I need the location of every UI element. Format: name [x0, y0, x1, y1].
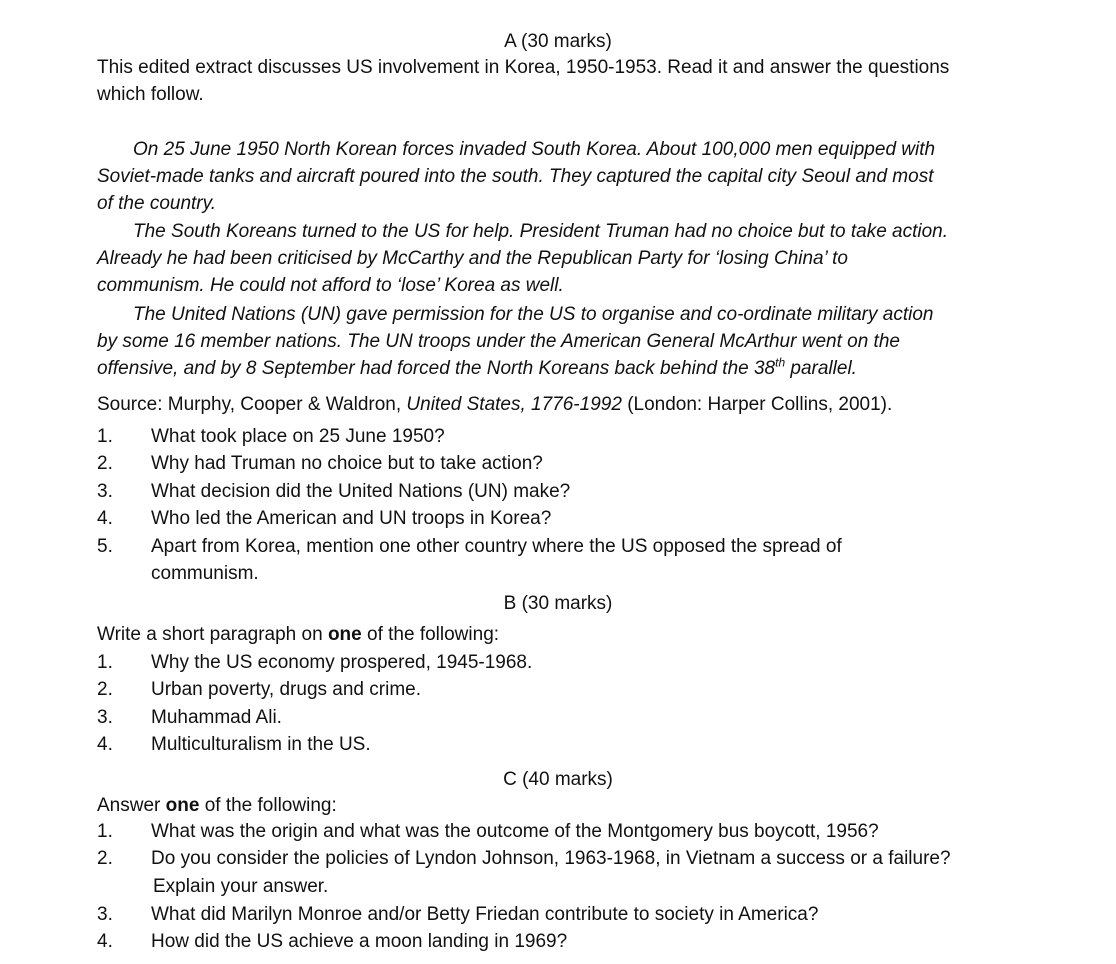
source-suffix: (London: Harper Collins, 2001). — [621, 394, 893, 415]
question-c-3-text: What did Marilyn Monroe and/or Betty Friedan contribute to society in America? — [151, 904, 819, 925]
extract-line-8: by some 16 member nations. The UN troops under the American General McArthur went on the — [97, 331, 900, 352]
section-b-heading-text: B (30 marks) — [503, 593, 613, 614]
question-b-3-number: 3. — [97, 707, 113, 728]
question-a-1-text: What took place on 25 June 1950? — [151, 426, 445, 447]
question-a-3-number: 3. — [97, 481, 113, 502]
section-a-intro-line2: which follow. — [97, 84, 204, 105]
section-b-instruction-emphasis: one — [327, 624, 362, 645]
question-a-3-text: What decision did the United Nations (UN) make? — [151, 481, 571, 502]
extract-line-9 — [97, 356, 857, 382]
extract-line-5: Already he had been criticised by McCarthy and the Republican Party for ‘losing China’ to — [97, 248, 848, 269]
section-a-intro-line1: This edited extract discusses US involvement in Korea, 1950-1953. Read it and answer the questions — [97, 57, 950, 78]
extract-line-3: of the country. — [97, 193, 216, 214]
question-c-4-text: How did the US achieve a moon landing in 1969? — [151, 931, 568, 952]
question-a-2-text: Why had Truman no choice but to take action? — [151, 453, 543, 474]
question-c-3-number: 3. — [97, 904, 113, 925]
question-c-2-number: 2. — [97, 848, 113, 869]
question-b-4-text: Multiculturalism in the US. — [151, 734, 371, 755]
section-c-heading-text: C (40 marks) — [503, 769, 613, 790]
question-c-2-continuation: Explain your answer. — [153, 876, 329, 897]
extract-line-7: The United Nations (UN) gave permission for the US to organise and co-ordinate military action — [133, 304, 934, 325]
question-b-1-text: Why the US economy prospered, 1945-1968. — [151, 652, 533, 673]
source-title: United States, 1776-1992 — [406, 394, 622, 415]
section-b-instruction-suffix: of the following: — [361, 624, 500, 645]
question-a-1-number: 1. — [97, 426, 113, 447]
section-a-heading-text: A (30 marks) — [504, 31, 612, 52]
extract-line-6: communism. He could not afford to ‘lose’ Korea as well. — [97, 275, 564, 296]
superscript-th: th — [775, 355, 786, 370]
extract-line-2: Soviet-made tanks and aircraft poured into the south. They captured the capital city Seoul and most — [97, 166, 934, 187]
section-a-heading — [0, 29, 1116, 55]
section-b-heading — [0, 591, 1116, 617]
question-a-2-number: 2. — [97, 453, 113, 474]
question-b-2-number: 2. — [97, 679, 113, 700]
question-b-3-text: Muhammad Ali. — [151, 707, 282, 728]
question-c-1-number: 1. — [97, 821, 113, 842]
extract-line-4: The South Koreans turned to the US for help. President Truman had no choice but to take action. — [133, 221, 949, 242]
question-c-4-number: 4. — [97, 931, 113, 952]
source-citation — [97, 392, 892, 418]
section-c-instruction-suffix: of the following: — [199, 795, 337, 816]
extract-line-1: On 25 June 1950 North Korean forces invaded South Korea. About 100,000 men equipped with — [133, 139, 936, 160]
question-a-5-text: Apart from Korea, mention one other country where the US opposed the spread of — [151, 536, 842, 557]
question-a-5-continuation: communism. — [151, 563, 259, 584]
section-c-instruction — [97, 793, 337, 819]
question-a-4-text: Who led the American and UN troops in Korea? — [151, 508, 552, 529]
question-c-2-text: Do you consider the policies of Lyndon Johnson, 1963-1968, in Vietnam a success or a failure? — [151, 848, 951, 869]
source-prefix: Source: Murphy, Cooper & Waldron, — [97, 394, 407, 415]
section-c-instruction-emphasis: one — [165, 795, 200, 816]
section-b-instruction-prefix: Write a short paragraph on — [97, 624, 328, 645]
question-b-1-number: 1. — [97, 652, 113, 673]
question-a-4-number: 4. — [97, 508, 113, 529]
extract-line-9-end: parallel. — [785, 358, 857, 379]
question-b-4-number: 4. — [97, 734, 113, 755]
extract-line-9-text: offensive, and by 8 September had forced the North Koreans back behind the 38 — [97, 358, 776, 379]
question-c-1-text: What was the origin and what was the outcome of the Montgomery bus boycott, 1956? — [151, 821, 879, 842]
section-c-instruction-prefix: Answer — [97, 795, 166, 816]
question-a-5-number: 5. — [97, 536, 113, 557]
section-c-heading — [0, 767, 1116, 793]
section-b-instruction — [97, 622, 499, 648]
question-b-2-text: Urban poverty, drugs and crime. — [151, 679, 421, 700]
